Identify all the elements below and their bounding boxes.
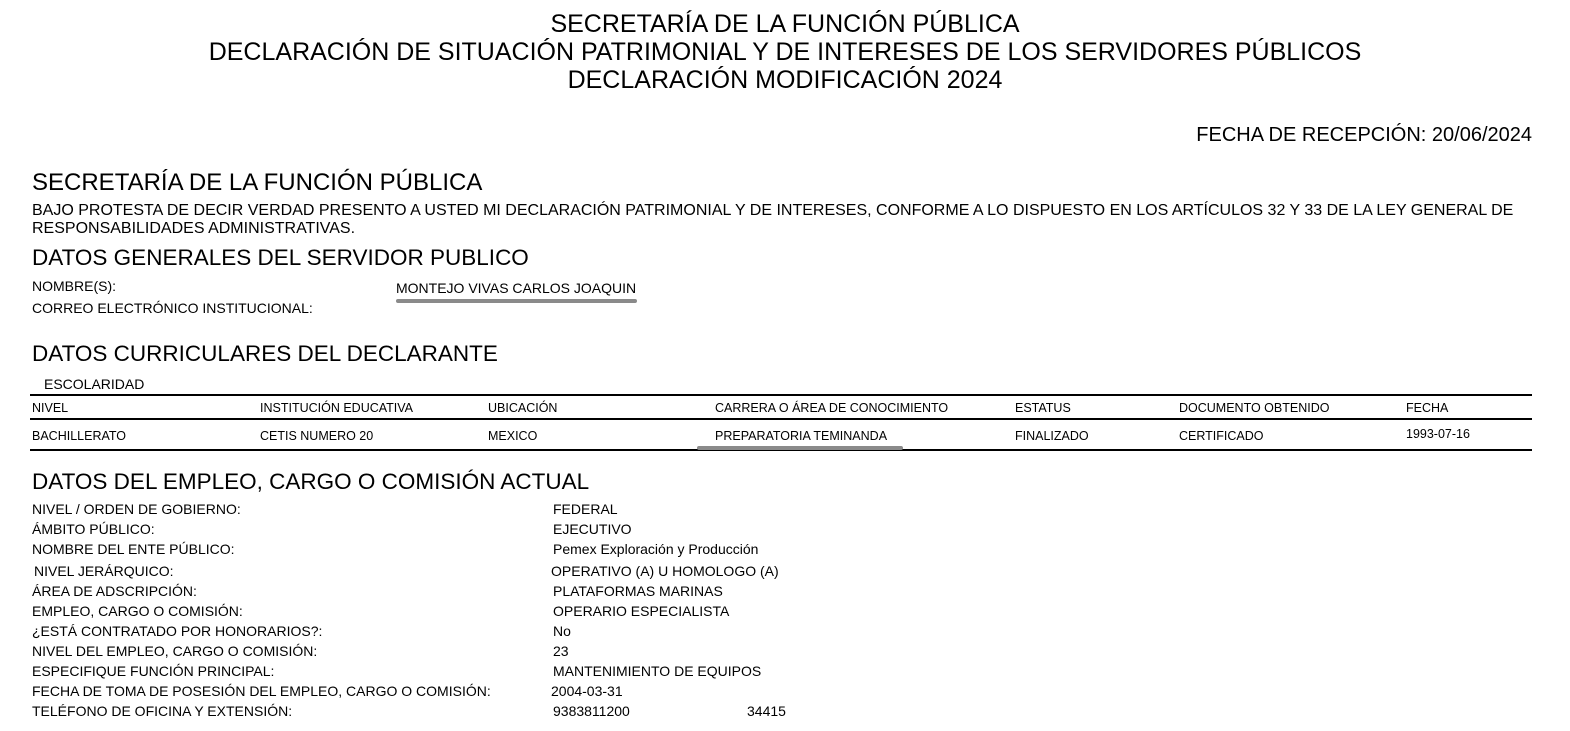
- reception-date: FECHA DE RECEPCIÓN: 20/06/2024: [1196, 124, 1532, 146]
- field-value-phone-extension: 34415: [747, 703, 786, 719]
- name-label: NOMBRE(S):: [32, 278, 116, 294]
- table-header-rule: [30, 418, 1532, 420]
- field-label-main-function: ESPECIFIQUE FUNCIÓN PRINCIPAL:: [32, 663, 275, 679]
- schooling-subtitle: ESCOLARIDAD: [44, 376, 145, 392]
- col-header-status: ESTATUS: [1015, 401, 1071, 415]
- field-value-office-phone: 9383811200: [553, 703, 630, 719]
- protest-statement: BAJO PROTESTA DE DECIR VERDAD PRESENTO A USTED MI DECLARACIÓN PATRIMONIAL Y DE INTERESES, CONFORME A LO DISPUESTO EN LOS ARTÍCULOS 32 Y 33 DE LA LEY GENERAL DE RESPONSABILIDADES ADMINISTRATIVAS.: [32, 202, 1514, 237]
- col-header-document: DOCUMENTO OBTENIDO: [1179, 401, 1330, 415]
- field-label-public-scope: ÁMBITO PÚBLICO:: [32, 521, 155, 537]
- field-value-start-date: 2004-03-31: [551, 683, 623, 699]
- field-label-office-phone: TELÉFONO DE OFICINA Y EXTENSIÓN:: [32, 703, 293, 719]
- field-value-public-scope: EJECUTIVO: [553, 521, 632, 537]
- field-label-area: ÁREA DE ADSCRIPCIÓN:: [32, 583, 197, 599]
- cell-status: FINALIZADO: [1015, 429, 1089, 443]
- field-value-honorarium: No: [553, 623, 571, 639]
- table-top-rule: [30, 394, 1532, 396]
- col-header-career: CARRERA O ÁREA DE CONOCIMIENTO: [715, 401, 949, 415]
- field-label-government-level: NIVEL / ORDEN DE GOBIERNO:: [32, 501, 241, 517]
- field-label-start-date: FECHA DE TOMA DE POSESIÓN DEL EMPLEO, CARGO O COMISIÓN:: [32, 683, 491, 699]
- field-value-main-function: MANTENIMIENTO DE EQUIPOS: [553, 663, 762, 679]
- field-label-employment-level: NIVEL DEL EMPLEO, CARGO O COMISIÓN:: [32, 643, 318, 659]
- header-line-2: DECLARACIÓN DE SITUACIÓN PATRIMONIAL Y DE INTERESES DE LOS SERVIDORES PÚBLICOS: [208, 38, 1362, 66]
- field-value-public-entity: Pemex Exploración y Producción: [553, 541, 759, 557]
- field-value-employment-level: 23: [553, 643, 569, 659]
- name-highlight-mark: [396, 299, 637, 303]
- col-header-institution: INSTITUCIÓN EDUCATIVA: [260, 401, 414, 415]
- cell-level: BACHILLERATO: [32, 429, 127, 443]
- field-value-position: OPERARIO ESPECIALISTA: [553, 603, 730, 619]
- employment-section-title: DATOS DEL EMPLEO, CARGO O COMISIÓN ACTUAL: [32, 469, 590, 494]
- cell-date: 1993-07-16: [1406, 427, 1470, 441]
- main-title: SECRETARÍA DE LA FUNCIÓN PÚBLICA: [32, 169, 483, 196]
- general-section-title: DATOS GENERALES DEL SERVIDOR PUBLICO: [32, 245, 529, 270]
- field-value-hierarchy: OPERATIVO (A) U HOMOLOGO (A): [551, 563, 779, 579]
- cell-institution: CETIS NUMERO 20: [260, 429, 374, 443]
- col-header-location: UBICACIÓN: [488, 401, 558, 415]
- cell-location: MEXICO: [488, 429, 538, 443]
- field-label-honorarium: ¿ESTÁ CONTRATADO POR HONORARIOS?:: [32, 623, 323, 639]
- curricular-section-title: DATOS CURRICULARES DEL DECLARANTE: [32, 341, 498, 366]
- field-label-public-entity: NOMBRE DEL ENTE PÚBLICO:: [32, 541, 235, 557]
- col-header-level: NIVEL: [32, 401, 69, 415]
- email-label: CORREO ELECTRÓNICO INSTITUCIONAL:: [32, 300, 313, 316]
- col-header-date: FECHA: [1406, 401, 1449, 415]
- header-line-3: DECLARACIÓN MODIFICACIÓN 2024: [567, 66, 1003, 94]
- name-value: MONTEJO VIVAS CARLOS JOAQUIN: [396, 280, 637, 296]
- field-value-area: PLATAFORMAS MARINAS: [553, 583, 723, 599]
- field-value-government-level: FEDERAL: [553, 501, 618, 517]
- field-label-hierarchy: NIVEL JERÁRQUICO:: [34, 563, 174, 579]
- header-line-1: SECRETARÍA DE LA FUNCIÓN PÚBLICA: [550, 10, 1020, 38]
- cell-career: PREPARATORIA TEMINANDA: [715, 429, 888, 443]
- field-label-position: EMPLEO, CARGO O COMISIÓN:: [32, 603, 243, 619]
- career-highlight-mark: [697, 446, 903, 450]
- cell-document: CERTIFICADO: [1179, 429, 1264, 443]
